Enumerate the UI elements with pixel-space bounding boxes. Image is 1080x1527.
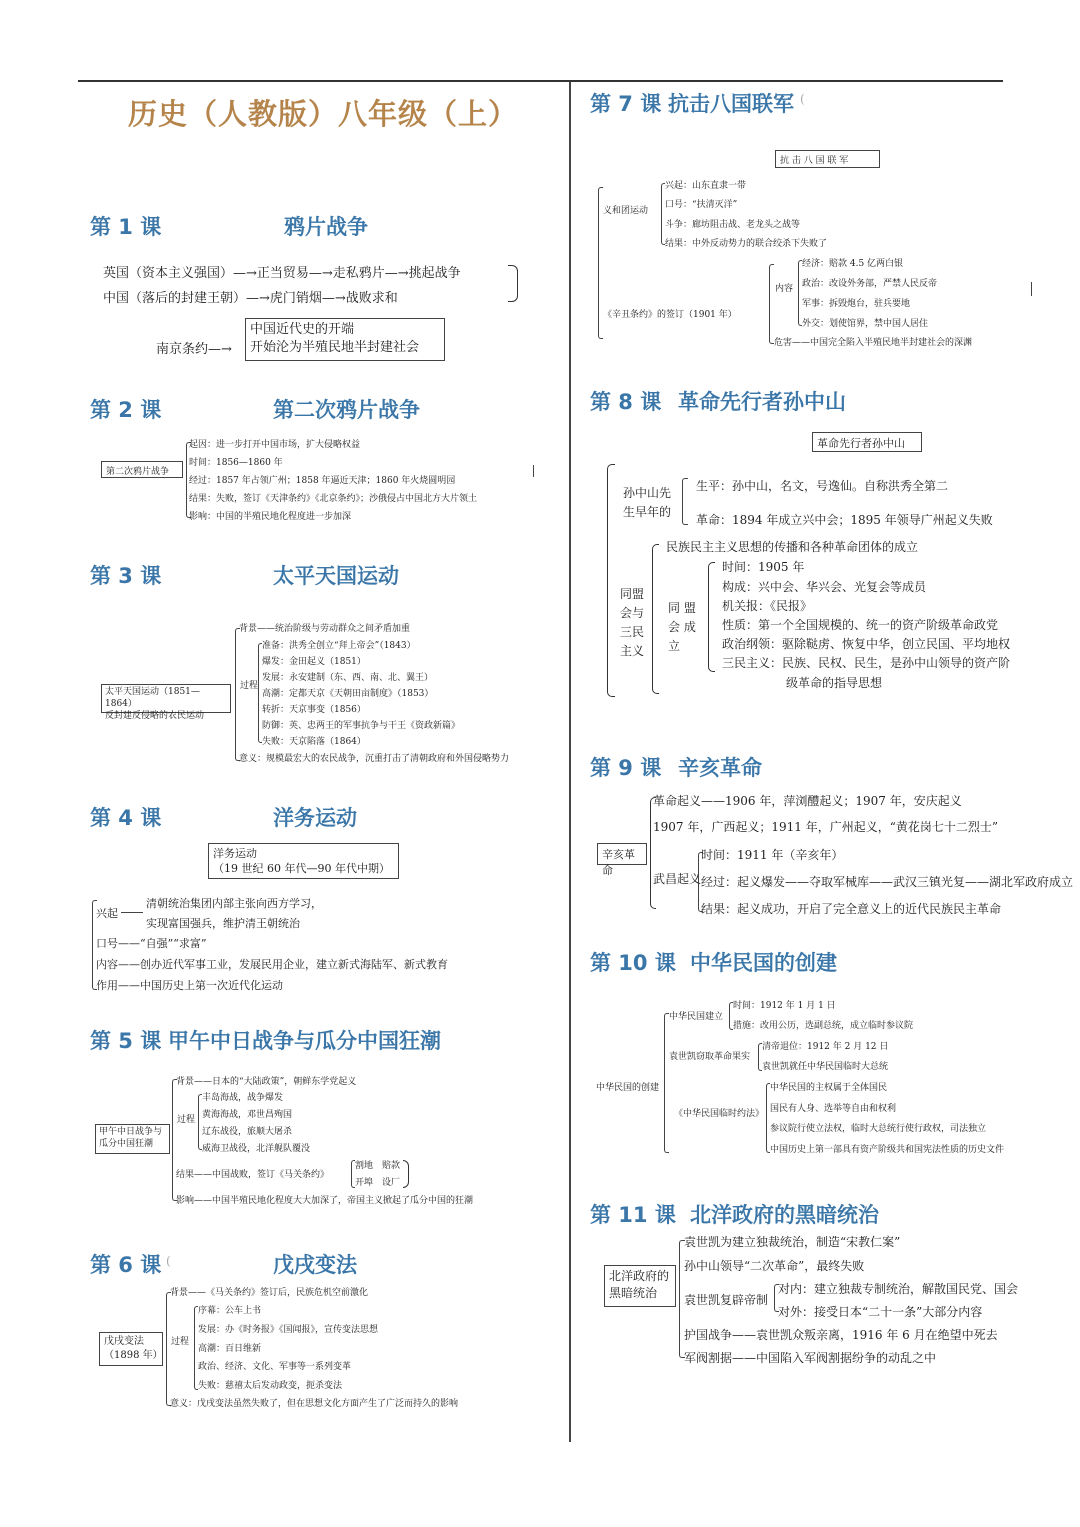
lesson-10-group-1: 中华民国建立 bbox=[669, 1012, 724, 1022]
lesson-6-background: 背景——《马关条约》签订后，民族危机空前激化 bbox=[170, 1288, 369, 1298]
lesson-5-root-2: 瓜分中国狂潮 bbox=[99, 1139, 154, 1149]
lesson-8-early-2: 生早年的 bbox=[623, 505, 672, 519]
lesson-7-content-1: 经济：赔款 4.5 亿两白银 bbox=[802, 259, 904, 269]
lesson-7-boxer-1: 兴起：山东直隶一带 bbox=[665, 181, 747, 191]
lesson-5-root-1: 甲午中日战争与 bbox=[99, 1127, 163, 1137]
lesson-8-early-label bbox=[623, 484, 671, 522]
lesson-2-title: 第二次鸦片战争 bbox=[273, 398, 420, 422]
lesson-10-group-2-a: 清帝退位：1912 年 2 月 12 日 bbox=[762, 1042, 889, 1052]
lesson-11-item-d: 护国战争——袁世凯众叛亲离，1916 年 6 月在绝望中死去 bbox=[684, 1328, 998, 1342]
lesson-10-bracket bbox=[664, 1013, 669, 1153]
lesson-8-founding-bracket bbox=[708, 562, 715, 672]
lesson-11-root-2: 黑暗统治 bbox=[609, 1286, 658, 1300]
lesson-8-title: 革命先行者孙中山 bbox=[678, 390, 846, 414]
lesson-11-item-e: 军阀割据——中国陷入军阀割据纷争的动乱之中 bbox=[684, 1351, 937, 1365]
lesson-4-slogan: 口号——“自强”“求富” bbox=[96, 937, 207, 950]
lesson-8-alliance-3: 三民 bbox=[620, 625, 645, 639]
lesson-6-title: 戊戌变法 bbox=[273, 1253, 357, 1277]
lesson-7-scan-line bbox=[1031, 282, 1032, 296]
lesson-3-root-1: 太平天国运动（1851—1864） bbox=[105, 687, 200, 709]
lesson-11-item-a: 袁世凯为建立独裁统治，制造“宋教仁案” bbox=[684, 1235, 901, 1249]
lesson-9-wuchang-2: 经过：起义爆发——夺取军械库——武汉三镇光复——湖北军政府成立 bbox=[701, 875, 1074, 889]
lesson-9-wuchang-3: 结果：起义成功，开启了完全意义上的近代民族民主革命 bbox=[701, 902, 1002, 916]
lesson-1-result-1: 中国近代史的开端 bbox=[250, 322, 355, 337]
lesson-2-item-4: 结果：失败，签订《天津条约》《北京条约》；沙俄侵占中国北方大片领土 bbox=[189, 494, 478, 504]
lesson-6-step-5: 失败：慈禧太后发动政变，扼杀变法 bbox=[198, 1381, 343, 1391]
lesson-4-header-2: （19 世纪 60 年代—90 年代中期） bbox=[213, 862, 390, 875]
lesson-9-title: 辛亥革命 bbox=[678, 756, 762, 780]
lesson-2-item-5: 影响：中国的半殖民地化程度进一步加深 bbox=[189, 512, 352, 522]
lesson-6-significance: 意义：戊戌变法虽然失败了，但在思想文化方面产生了广泛而持久的影响 bbox=[170, 1399, 459, 1409]
lesson-7-content-2: 政治：改设外务部，严禁人民反帝 bbox=[802, 279, 938, 289]
lesson-3-step-7: 失败：天京陷落（1864） bbox=[262, 737, 366, 747]
lesson-5-root bbox=[95, 1124, 170, 1154]
lesson-1-result-box bbox=[245, 318, 445, 361]
lesson-1-number: 第 1 课 bbox=[90, 215, 162, 239]
lesson-7-boxer-2: 口号：“扶清灭洋” bbox=[665, 200, 738, 210]
lesson-11-item-c: 袁世凯复辟帝制 bbox=[684, 1293, 769, 1307]
lesson-10-group-3-d: 中国历史上第一部具有资产阶级共和国宪法性质的历史文件 bbox=[770, 1145, 1005, 1155]
lesson-9-uprising-1: 革命起义——1906 年，萍浏醴起义；1907 年，安庆起义 bbox=[653, 794, 962, 808]
lesson-9-wuchang-1: 时间：1911 年（辛亥年） bbox=[701, 848, 844, 862]
lesson-3-step-4: 高潮：定都天京《天朝田亩制度》（1853） bbox=[262, 689, 434, 699]
lesson-8-item-1: 时间：1905 年 bbox=[722, 560, 805, 574]
lesson-3-process-label: 过程 bbox=[240, 681, 259, 691]
lesson-10-root: 中华民国的创建 bbox=[596, 1083, 660, 1093]
lesson-9-uprising-2: 1907 年，广西起义；1911 年，广州起义，“黄花岗七十二烈士” bbox=[653, 820, 998, 834]
lesson-4-header-box bbox=[208, 843, 399, 879]
lesson-3-root bbox=[101, 684, 231, 721]
lesson-7-boxer-4: 结果：中外反动势力的联合绞杀下失败了 bbox=[665, 239, 828, 249]
lesson-7-content-label: 内容 bbox=[775, 284, 794, 294]
lesson-5-title: 甲午中日战争与瓜分中国狂潮 bbox=[168, 1029, 441, 1053]
lesson-8-bracket bbox=[607, 464, 615, 697]
lesson-4-content: 内容——创办近代军事工业，发展民用企业，建立新式海陆军、新式教育 bbox=[96, 958, 448, 971]
lesson-8-item-6: 三民主义：民族、民权、民生，是孙中山领导的资产阶 bbox=[722, 656, 1011, 670]
lesson-2-item-1: 起因：进一步打开中国市场，扩大侵略权益 bbox=[189, 440, 361, 450]
lesson-9-root: 辛亥革命 bbox=[597, 843, 647, 865]
lesson-10-group-1-a: 时间：1912 年 1 月 1 日 bbox=[733, 1001, 836, 1011]
lesson-8-alliance-2: 会与 bbox=[620, 606, 645, 620]
lesson-10-group-3-b: 国民有人身、选举等自由和权利 bbox=[770, 1104, 897, 1114]
lesson-8-founding-label bbox=[668, 599, 696, 656]
lesson-10-group-3: 《中华民国临时约法》 bbox=[674, 1109, 765, 1119]
lesson-6-step-3: 高潮：百日维新 bbox=[198, 1344, 262, 1354]
lesson-4-rise-1: 清朝统治集团内部主张向西方学习， bbox=[146, 897, 322, 910]
lesson-11-root-1: 北洋政府的 bbox=[609, 1269, 670, 1283]
lesson-3-root-2: 反封建反侵略的农民运动 bbox=[105, 711, 205, 721]
lesson-8-spread: 民族民主主义思想的传播和各种革命团体的成立 bbox=[666, 540, 919, 554]
lesson-8-life: 生平：孙中山，名文，号逸仙。自称洪秀全第二 bbox=[696, 479, 949, 493]
lesson-9-number: 第 9 课 bbox=[590, 756, 662, 780]
lesson-5-process-label: 过程 bbox=[177, 1115, 196, 1125]
lesson-10-group-2: 袁世凯窃取革命果实 bbox=[669, 1052, 751, 1062]
lesson-6-step-4: 政治、经济、文化、军事等一系列变革 bbox=[198, 1362, 352, 1372]
lesson-6-process-label: 过程 bbox=[171, 1337, 190, 1347]
lesson-4-rise-2: 实现富国强兵，维护清王朝统治 bbox=[146, 917, 300, 930]
lesson-4-role: 作用——中国历史上第一次近代化运动 bbox=[96, 979, 283, 992]
lesson-5-impact: 影响——中国半殖民地化程度大大加深了，帝国主义掀起了瓜分中国的狂潮 bbox=[176, 1196, 474, 1206]
lesson-2-item-3: 经过：1857 年占领广州；1858 年逼近天津；1860 年火烧圆明园 bbox=[189, 476, 456, 486]
lesson-5-result: 结果——中国战败，签订《马关条约》 bbox=[176, 1170, 330, 1180]
lesson-3-title: 太平天国运动 bbox=[273, 564, 399, 588]
lesson-7-number: 第 7 课 bbox=[590, 92, 662, 116]
lesson-7-content-4: 外交：划使馆界，禁中国人居住 bbox=[802, 319, 929, 329]
lesson-10-title: 中华民国的创建 bbox=[690, 951, 837, 975]
lesson-7-boxer: 义和团运动 bbox=[603, 206, 649, 216]
lesson-4-number: 第 4 课 bbox=[90, 806, 162, 830]
lesson-3-step-6: 防御：英、忠两王的军事抗争与干王《资政新篇》 bbox=[262, 721, 461, 731]
lesson-3-step-5: 转折：天京事变（1856） bbox=[262, 705, 366, 715]
lesson-3-step-1: 准备：洪秀全创立“拜上帝会”（1843） bbox=[262, 641, 416, 651]
lesson-11-item-b: 孙中山领导“二次革命”，最终失败 bbox=[684, 1259, 865, 1273]
lesson-2-item-2: 时间：1856—1860 年 bbox=[189, 458, 283, 468]
lesson-1-row-britain: 英国（资本主义强国）—→正当贸易—→走私鸦片—→挑起战争 bbox=[103, 266, 461, 281]
lesson-9-wuchang: 武昌起义 bbox=[653, 872, 702, 886]
lesson-11-number: 第 11 课 bbox=[590, 1203, 676, 1227]
lesson-6-root bbox=[99, 1332, 163, 1366]
lesson-8-number: 第 8 课 bbox=[590, 390, 662, 414]
lesson-1-title: 鸦片战争 bbox=[284, 215, 368, 239]
lesson-8-revolution: 革命：1894 年成立兴中会；1895 年领导广州起义失败 bbox=[696, 513, 993, 527]
lesson-8-founding-3: 立 bbox=[668, 639, 681, 653]
lesson-8-alliance-bracket bbox=[652, 544, 659, 694]
lesson-1-row-china: 中国（落后的封建王朝）—→虎门销烟—→战败求和 bbox=[103, 291, 398, 306]
lesson-7-treaty-bracket bbox=[769, 264, 774, 344]
lesson-5-step-2: 黄海海战，邓世昌殉国 bbox=[202, 1110, 293, 1120]
lesson-8-item-7: 级革命的指导思想 bbox=[786, 676, 883, 690]
lesson-7-scan-mark: ( bbox=[800, 92, 805, 106]
lesson-8-founding-2: 会 成 bbox=[668, 620, 696, 634]
lesson-8-item-2: 构成：兴中会、华兴会、光复会等成员 bbox=[722, 580, 927, 594]
lesson-3-significance: 意义：规模最宏大的农民战争，沉重打击了清朝政府和外国侵略势力 bbox=[239, 754, 510, 764]
lesson-6-step-2: 发展：办《时务报》《国闻报》，宣传变法思想 bbox=[198, 1325, 379, 1335]
lesson-5-step-3: 辽东战役，旅顺大屠杀 bbox=[202, 1127, 293, 1137]
lesson-4-rise-connector bbox=[121, 912, 143, 913]
lesson-5-bracket bbox=[172, 1079, 177, 1201]
lesson-8-item-5: 政治纲领：驱除鞑虏、恢复中华，创立民国、平均地权 bbox=[722, 637, 1011, 651]
lesson-11-item-c-2: 对外：接受日本“二十一条”大部分内容 bbox=[778, 1305, 983, 1319]
lesson-10-group-3-c: 参议院行使立法权，临时大总统行使行政权，司法独立 bbox=[770, 1124, 987, 1134]
lesson-10-group-1-b: 措施：改用公历，选副总统，成立临时参议院 bbox=[733, 1021, 914, 1031]
lesson-3-background: 背景——统治阶级与劳动群众之间矛盾加重 bbox=[239, 624, 411, 634]
lesson-3-step-3: 发展：永安建制（东、西、南、北、翼王） bbox=[262, 673, 434, 683]
lesson-2-number: 第 2 课 bbox=[90, 398, 162, 422]
lesson-4-title: 洋务运动 bbox=[273, 806, 357, 830]
lesson-5-number: 第 5 课 bbox=[90, 1029, 162, 1053]
lesson-10-group-3-a: 中华民国的主权属于全体国民 bbox=[770, 1083, 888, 1093]
column-divider bbox=[569, 82, 571, 1442]
lesson-2-root: 第二次鸦片战争 bbox=[101, 461, 183, 478]
lesson-6-scan-mark: ( bbox=[166, 1254, 171, 1268]
lesson-8-header-box: 革命先行者孙中山 bbox=[812, 432, 922, 452]
lesson-8-alliance-label bbox=[620, 585, 644, 661]
lesson-6-step-1: 序幕：公车上书 bbox=[198, 1306, 262, 1316]
page-title: 历史（人教版）八年级（上） bbox=[128, 97, 519, 131]
lesson-8-early-bracket bbox=[682, 478, 688, 525]
lesson-5-step-1: 丰岛海战，战争爆发 bbox=[202, 1093, 284, 1103]
lesson-7-boxer-3: 斗争：廊坊阻击战、老龙头之战等 bbox=[665, 220, 801, 230]
lesson-5-step-4: 威海卫战役，北洋舰队覆没 bbox=[202, 1144, 311, 1154]
lesson-11-title: 北洋政府的黑暗统治 bbox=[690, 1203, 879, 1227]
lesson-6-number: 第 6 课 bbox=[90, 1253, 162, 1277]
lesson-2-scan-mark bbox=[533, 465, 534, 477]
lesson-3-step-2: 爆发：金田起义（1851） bbox=[262, 657, 366, 667]
lesson-6-root-2: （1898 年） bbox=[104, 1350, 163, 1361]
lesson-7-header-box: 抗 击 八 国 联 军 bbox=[775, 150, 880, 168]
lesson-5-background: 背景——日本的“大陆政策”，朝鲜东学党起义 bbox=[176, 1077, 357, 1087]
lesson-8-founding-1: 同 盟 bbox=[668, 601, 696, 615]
lesson-5-result-close bbox=[403, 1160, 409, 1188]
lesson-6-bracket bbox=[166, 1292, 171, 1406]
top-rule bbox=[78, 80, 1003, 82]
lesson-5-cost-1: 割地 赔款 bbox=[355, 1161, 401, 1171]
lesson-9-bracket bbox=[650, 797, 656, 909]
lesson-7-harm: 危害——中国完全陷入半殖民地半封建社会的深渊 bbox=[774, 338, 973, 348]
lesson-5-cost-2: 开埠 设厂 bbox=[355, 1178, 401, 1188]
lesson-1-bracket bbox=[508, 265, 518, 302]
lesson-8-item-3: 机关报：《民报》 bbox=[722, 599, 813, 613]
lesson-7-title: 抗击八国联军 bbox=[668, 92, 794, 116]
lesson-8-alliance-1: 同盟 bbox=[620, 587, 645, 601]
lesson-1-result-2: 开始沦为半殖民地半封建社会 bbox=[250, 340, 420, 355]
lesson-4-header-1: 洋务运动 bbox=[213, 847, 257, 860]
lesson-7-content-3: 军事：拆毁炮台，驻兵要地 bbox=[802, 299, 911, 309]
lesson-11-root bbox=[604, 1265, 676, 1307]
lesson-8-alliance-4: 主义 bbox=[620, 644, 645, 658]
lesson-4-rise-label: 兴起 bbox=[96, 907, 118, 920]
lesson-7-treaty: 《辛丑条约》的签订（1901 年） bbox=[603, 310, 737, 320]
lesson-8-item-4: 性质：第一个全国规模的、统一的资产阶级革命政党 bbox=[722, 618, 999, 632]
lesson-8-early-1: 孙中山先 bbox=[623, 486, 672, 500]
lesson-1-treaty: 南京条约—→ bbox=[156, 342, 232, 357]
lesson-6-root-1: 戊戌变法 bbox=[104, 1336, 144, 1347]
lesson-10-number: 第 10 课 bbox=[590, 951, 676, 975]
lesson-3-number: 第 3 课 bbox=[90, 564, 162, 588]
lesson-11-item-c-1: 对内：建立独裁专制统治，解散国民党、国会 bbox=[778, 1282, 1019, 1296]
lesson-3-bracket bbox=[235, 628, 240, 761]
lesson-10-group-2-b: 袁世凯就任中华民国临时大总统 bbox=[762, 1062, 889, 1072]
